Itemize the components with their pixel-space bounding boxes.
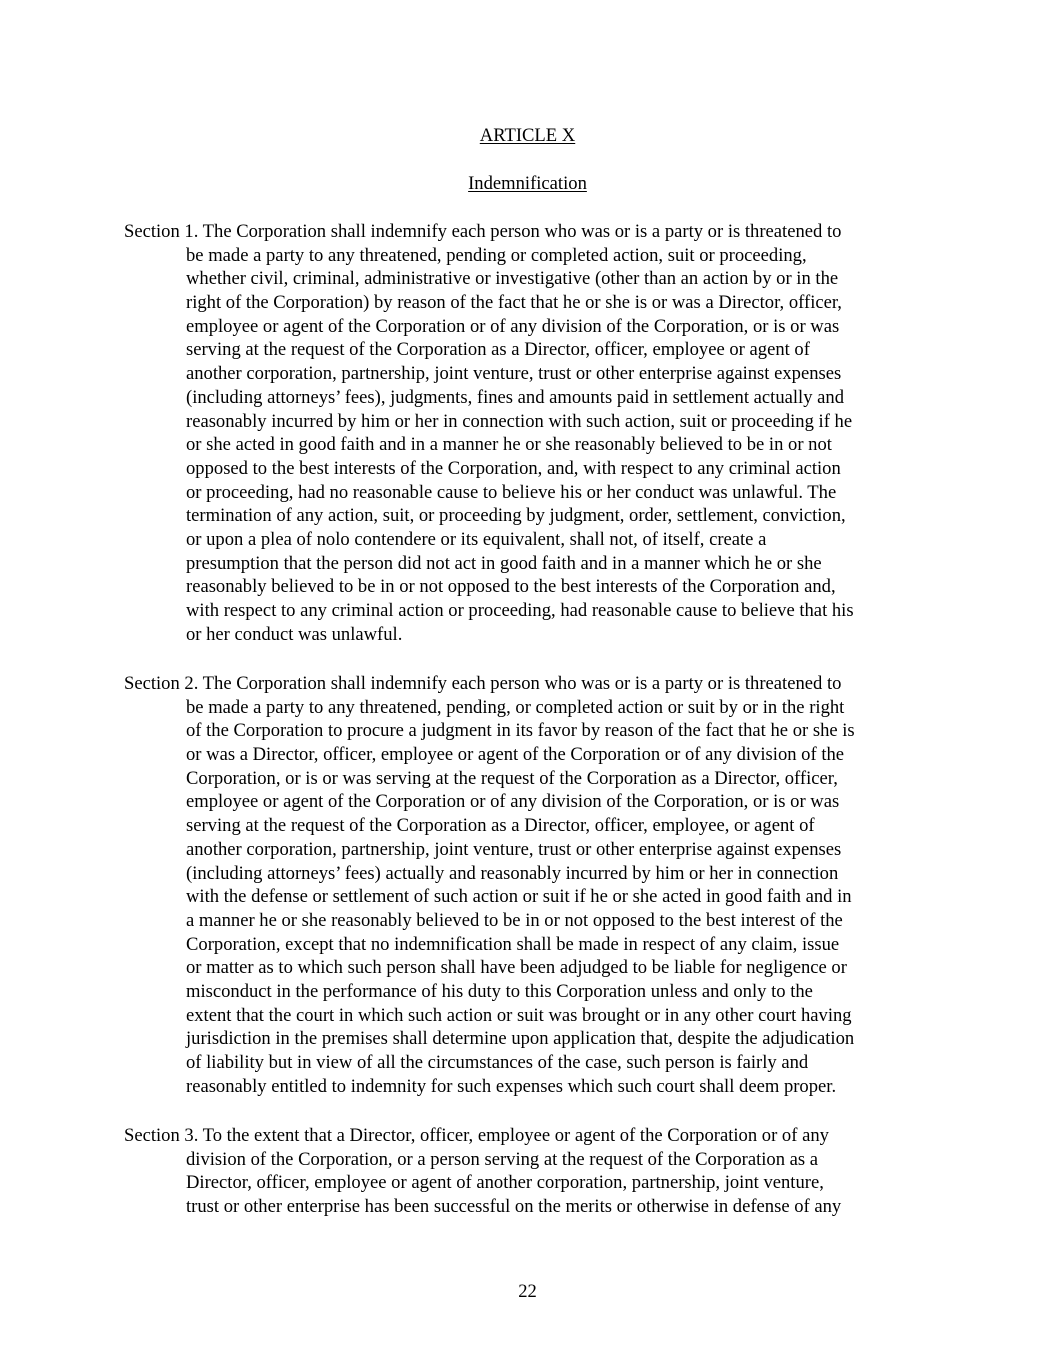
section-line: be made a party to any threatened, pending, or completed action or suit by or in the right bbox=[186, 696, 845, 718]
section-2 bbox=[124, 672, 944, 1098]
section-line: reasonably entitled to indemnity for such expenses which such court shall deem proper. bbox=[186, 1075, 837, 1097]
section-line: of liability but in view of all the circumstances of the case, such person is fairly and bbox=[186, 1052, 809, 1073]
section-line: or upon a plea of nolo contendere or its equivalent, shall not, of itself, create a bbox=[186, 528, 767, 550]
section-line: reasonably incurred by him or her in connection with such action, suit or proceeding if he bbox=[186, 410, 853, 432]
section-line: another corporation, partnership, joint venture, trust or other enterprise against expenses bbox=[186, 838, 842, 860]
section-line: termination of any action, suit, or proceeding by judgment, order, settlement, conviction, bbox=[186, 505, 846, 527]
section-line: of the Corporation to procure a judgment in its favor by reason of the fact that he or she is bbox=[186, 720, 855, 742]
section-line: Director, officer, employee or agent of another corporation, partnership, joint venture, bbox=[186, 1172, 824, 1194]
section-line: employee or agent of the Corporation or of any division of the Corporation, or is or was bbox=[186, 791, 840, 813]
section-line: Section 3. To the extent that a Director, officer, employee or agent of the Corporation or of any bbox=[124, 1125, 829, 1146]
section-line: or she acted in good faith and in a manner he or she reasonably believed to be in or not bbox=[186, 434, 832, 456]
section-line: Corporation, or is or was serving at the request of the Corporation as a Director, officer, bbox=[186, 767, 838, 789]
section-line: whether civil, criminal, administrative or investigative (other than an action by or in the bbox=[186, 268, 839, 290]
section-line: or was a Director, officer, employee or agent of the Corporation or of any division of the bbox=[186, 744, 845, 766]
section-line: misconduct in the performance of his duty to this Corporation unless and only to the bbox=[186, 980, 813, 1002]
section-line: serving at the request of the Corporation as a Director, officer, employee or agent of bbox=[186, 339, 810, 361]
section-line: with the defense or settlement of such action or suit if he or she acted in good faith and in bbox=[186, 886, 852, 908]
section-line: or matter as to which such person shall have been adjudged to be liable for negligence or bbox=[186, 957, 847, 979]
section-line: opposed to the best interests of the Corporation, and, with respect to any criminal action bbox=[186, 457, 841, 479]
section-3 bbox=[124, 1124, 944, 1219]
section-1 bbox=[124, 220, 944, 646]
section-line: be made a party to any threatened, pending or completed action, suit or proceeding, bbox=[186, 244, 807, 266]
section-line: employee or agent of the Corporation or of any division of the Corporation, or is or was bbox=[186, 315, 840, 337]
section-line: serving at the request of the Corporation as a Director, officer, employee, or agent of bbox=[186, 815, 815, 837]
section-line: right of the Corporation) by reason of the fact that he or she is or was a Director, officer, bbox=[186, 292, 842, 314]
section-line: (including attorneys’ fees), judgments, fines and amounts paid in settlement actually and bbox=[186, 386, 845, 408]
page-number: 22 bbox=[518, 1281, 537, 1302]
section-line: or proceeding, had no reasonable cause to believe his or her conduct was unlawful. The bbox=[186, 481, 837, 503]
section-line: with respect to any criminal action or proceeding, had reasonable cause to believe that his bbox=[186, 600, 854, 621]
section-line: division of the Corporation, or a person serving at the request of the Corporation as a bbox=[186, 1148, 819, 1170]
section-line: presumption that the person did not act in good faith and in a manner which he or she bbox=[186, 552, 822, 574]
section-line: jurisdiction in the premises shall determine upon application that, despite the adjudication bbox=[186, 1028, 855, 1050]
article-title: ARTICLE X bbox=[479, 125, 576, 146]
section-line: a manner he or she reasonably believed to be in or not opposed to the best interest of the bbox=[186, 909, 843, 931]
section-line: (including attorneys’ fees) actually and reasonably incurred by him or her in connection bbox=[186, 862, 839, 884]
section-line: extent that the court in which such action or suit was brought or in any other court having bbox=[186, 1004, 852, 1026]
section-line: or her conduct was unlawful. bbox=[186, 623, 403, 645]
section-line: Section 1. The Corporation shall indemnify each person who was or is a party or is threatened to bbox=[124, 221, 842, 242]
section-line: reasonably believed to be in or not opposed to the best interests of the Corporation and, bbox=[186, 576, 836, 598]
section-line: another corporation, partnership, joint venture, trust or other enterprise against expenses bbox=[186, 363, 842, 385]
section-line: Section 2. The Corporation shall indemnify each person who was or is a party or is threatened to bbox=[124, 673, 842, 694]
article-subtitle: Indemnification bbox=[468, 173, 587, 194]
section-line: trust or other enterprise has been successful on the merits or otherwise in defense of any bbox=[186, 1196, 842, 1218]
section-line: Corporation, except that no indemnification shall be made in respect of any claim, issue bbox=[186, 933, 840, 955]
